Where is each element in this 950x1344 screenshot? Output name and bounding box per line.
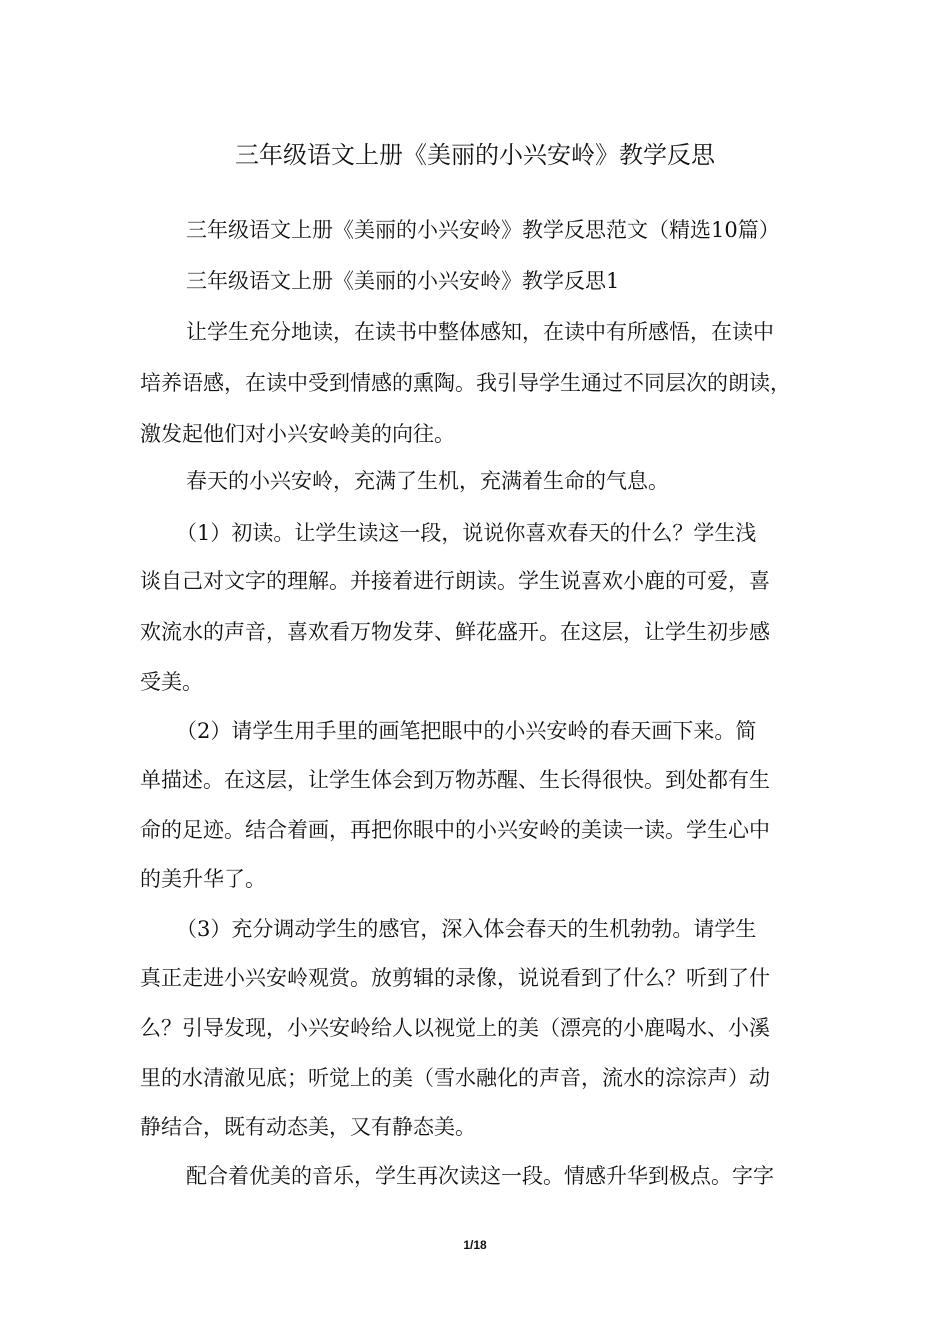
text-line: 让学生充分地读，在读书中整体感知，在读中有所感悟，在读中 [186,320,774,344]
text-line: 激发起他们对小兴安岭美的向往。 [140,422,455,446]
text-line: 春天的小兴安岭，充满了生机，充满着生命的气息。 [186,469,669,493]
text-line: 静结合，既有动态美，又有静态美。 [140,1115,476,1139]
text-line: （1）初读。让学生读这一段，说说你喜欢春天的什么？学生浅 [176,521,757,545]
text-line: 么？引导发现，小兴安岭给人以视觉上的美（漂亮的小鹿喝水、小溪 [140,1016,770,1040]
document-title: 三年级语文上册《美丽的小兴安岭》教学反思 [235,141,715,169]
text-line: 受美。 [140,670,203,694]
text-line: 里的水清澈见底；听觉上的美（雪水融化的声音，流水的淙淙声）动 [140,1066,770,1090]
text-line: （3）充分调动学生的感官，深入体会春天的生机勃勃。请学生 [176,917,757,941]
text-line: 单描述。在这层，让学生体会到万物苏醒、生长得很快。到处都有生 [140,768,770,792]
page-number: 1/18 [463,1238,487,1252]
text-line: 真正走进小兴安岭观赏。放剪辑的录像，说说看到了什么？听到了什 [140,966,770,990]
text-line: 三年级语文上册《美丽的小兴安岭》教学反思范文（精选10篇） [186,218,780,242]
text-line: 培养语感，在读中受到情感的熏陶。我引导学生通过不同层次的朗读， [140,371,791,395]
text-line: 的美升华了。 [140,867,266,891]
text-line: （2）请学生用手里的画笔把眼中的小兴安岭的春天画下来。简 [176,719,757,743]
text-line: 配合着优美的音乐，学生再次读这一段。情感升华到极点。字字 [186,1164,774,1188]
text-line: 谈自己对文字的理解。并接着进行朗读。学生说喜欢小鹿的可爱，喜 [140,569,770,593]
text-line: 欢流水的声音，喜欢看万物发芽、鲜花盛开。在这层，让学生初步感 [140,620,770,644]
text-line: 三年级语文上册《美丽的小兴安岭》教学反思1 [186,269,620,293]
text-line: 命的足迹。结合着画，再把你眼中的小兴安岭的美读一读。学生心中 [140,818,770,842]
